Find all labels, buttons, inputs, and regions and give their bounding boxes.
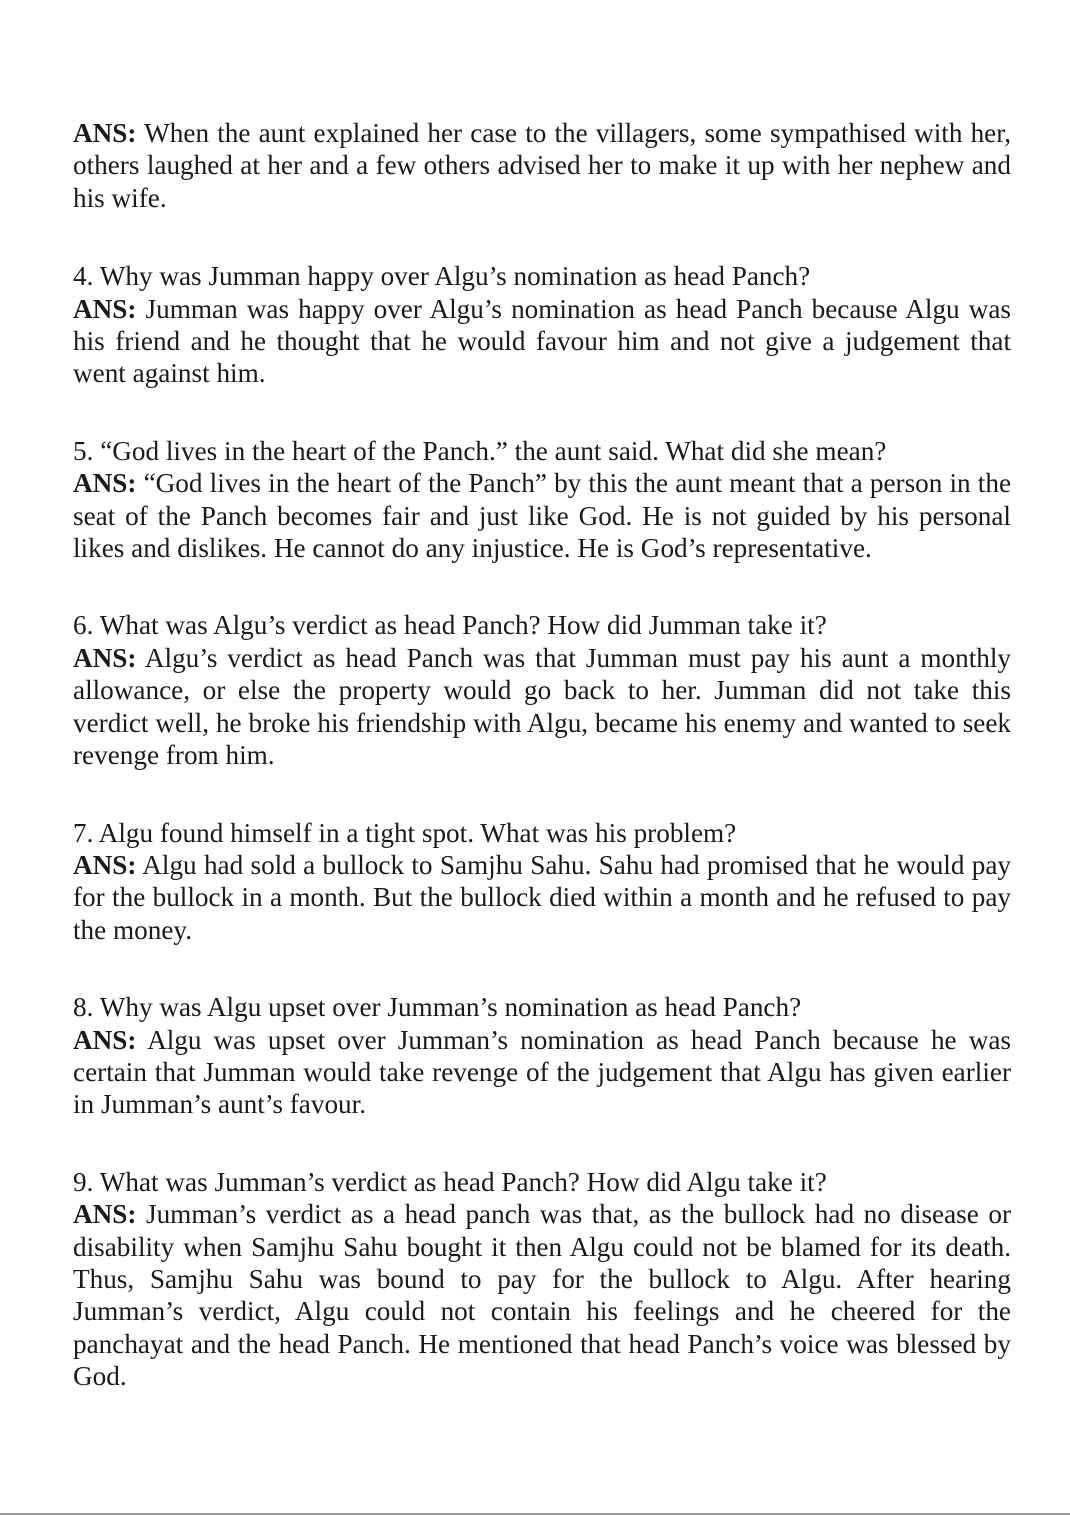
answer-body: Algu had sold a bullock to Samjhu Sahu. Sahu had promised that he would pay for the bullock in a month. But the bullock died within a month and he refused to pay the money. [73,849,1011,945]
question-text: 5. “God lives in the heart of the Panch.” the aunt said. What did she mean? [73,435,887,466]
answer-text [73,1198,1011,1392]
answer-body: Algu was upset over Jumman’s nomination as head Panch because he was certain that Jumman would take revenge of the judgement that Algu has given earlier in Jumman’s aunt’s favour. [73,1024,1012,1120]
question-text: 6. What was Algu’s verdict as head Panch? How did Jumman take it? [73,610,827,641]
answer-label: ANS: [73,1199,137,1230]
answer-label: ANS: [73,1024,137,1055]
answer-label: ANS: [73,468,137,499]
answer-label: ANS: [73,849,137,880]
answer-body: Jumman’s verdict as a head panch was that, as the bullock had no disease or disability when Samjhu Sahu bought it then Algu could not be blamed for its death. Thus, Samjhu Sahu was bound to pay for the bullock to Algu. After hearing Jumman’s verdict, Algu could not contain his feelings and he cheered for the panchayat and the head Panch. He mentioned that head Panch’s voice was blessed by God. [73,1199,1012,1392]
answer-text [73,849,1011,946]
answer-text [73,642,1011,772]
answer-body: “God lives in the heart of the Panch” by this the aunt meant that a person in the seat of the Panch becomes fair and just like God. He is not guided by his personal likes and dislikes. He cannot do any injustice. He is God’s representative. [73,468,1012,564]
question-block-7 [73,817,1011,947]
question-text: 4. Why was Jumman happy over Algu’s nomination as head Panch? [73,261,811,292]
answer-label: ANS: [73,118,137,148]
answer-text [73,293,1011,390]
question-text: 8. Why was Algu upset over Jumman’s nomination as head Panch? [73,992,802,1023]
answer-label: ANS: [73,293,137,324]
answer-text [73,1024,1011,1121]
question-text: 7. Algu found himself in a tight spot. What was his problem? [73,817,737,848]
question-block-8 [73,991,1011,1121]
question-text: 9. What was Jumman’s verdict as head Panch? How did Algu take it? [73,1166,827,1197]
document-page [73,117,1011,1438]
answer-body: When the aunt explained her case to the villagers, some sympathised with her, others laughed at her and a few others advised her to make it up with her nephew and his wife. [73,118,1011,213]
answer-text [73,117,1011,214]
answer-body: Jumman was happy over Algu’s nomination as head Panch because Algu was his friend and he thought that he would favour him and not give a judgement that went against him. [73,293,1011,389]
question-block-6 [73,609,1011,771]
question-block-9 [73,1166,1011,1393]
answer-body: Algu’s verdict as head Panch was that Jumman must pay his aunt a monthly allowance, or else the property would go back to her. Jumman did not take this verdict well, he broke his friendship with Algu, became his enemy and wanted to seek revenge from him. [73,642,1011,771]
intro-answer-block [73,117,1011,214]
question-block-4 [73,260,1011,390]
question-block-5 [73,435,1011,565]
answer-text [73,467,1011,564]
answer-label: ANS: [73,642,137,673]
